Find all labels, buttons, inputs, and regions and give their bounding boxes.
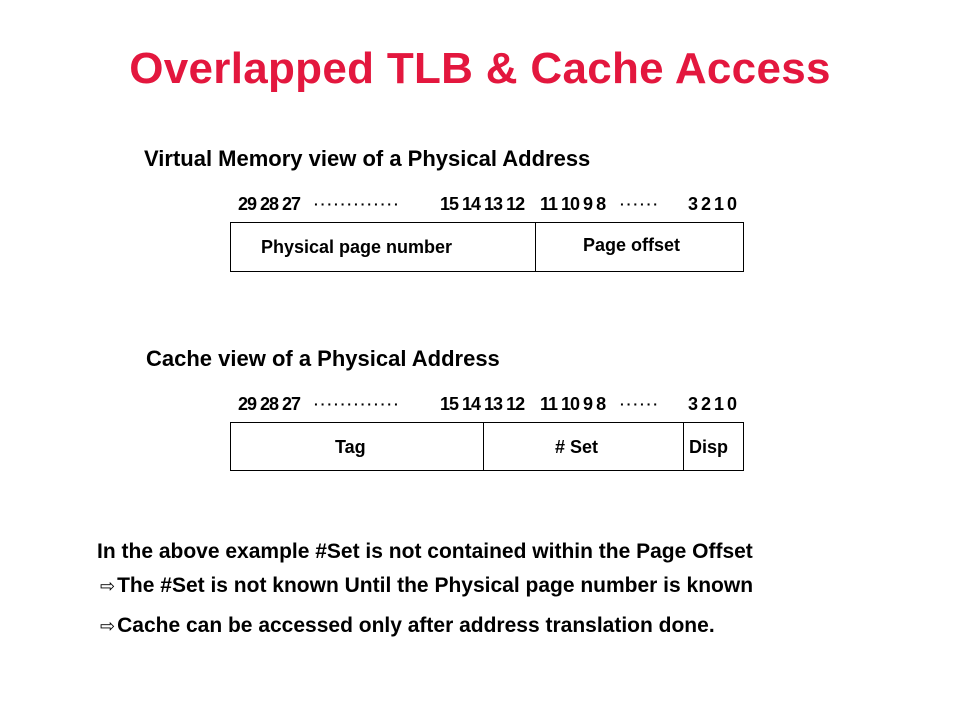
slide-title: Overlapped TLB & Cache Access — [129, 44, 831, 93]
note-line-1: In the above example #Set is not contained within the Page Offset — [97, 540, 753, 563]
cache-set-disp-divider — [683, 423, 684, 470]
note-line-3-text: Cache can be accessed only after address translation done. — [117, 614, 715, 637]
cache-dots-left: ············· — [314, 396, 401, 412]
virtual-bits-low-left: 11 10 9 8 — [540, 194, 606, 214]
virtual-address-box — [230, 222, 744, 272]
right-arrow-icon: ⇨ — [100, 616, 116, 636]
right-arrow-icon: ⇨ — [100, 576, 116, 596]
cache-bits-low-left: 11 10 9 8 — [540, 394, 606, 414]
note-line-2 — [100, 574, 753, 598]
virtual-bits-low-right: 3 2 1 0 — [688, 194, 737, 214]
virtual-bits-high: 29 28 27 — [238, 194, 301, 214]
tag-field: Tag — [335, 437, 366, 457]
virtual-dots-left: ············· — [314, 196, 401, 212]
note-line-3 — [100, 614, 715, 638]
virtual-field-divider — [535, 223, 536, 271]
physical-page-number-field: Physical page number — [261, 237, 453, 257]
virtual-view-heading: Virtual Memory view of a Physical Address — [144, 146, 591, 171]
page-offset-field: Page offset — [583, 235, 681, 255]
cache-bits-mid: 15 14 13 12 — [440, 394, 525, 414]
cache-bits-low-right: 3 2 1 0 — [688, 394, 737, 414]
virtual-bits-mid: 15 14 13 12 — [440, 194, 525, 214]
set-field: # Set — [555, 437, 599, 457]
disp-field: Disp — [689, 437, 729, 457]
cache-view-heading: Cache view of a Physical Address — [146, 346, 500, 371]
virtual-dots-right: ······ — [620, 196, 660, 212]
cache-address-box — [230, 422, 744, 471]
cache-bits-high: 29 28 27 — [238, 394, 301, 414]
cache-dots-right: ······ — [620, 396, 660, 412]
cache-tag-set-divider — [483, 423, 484, 470]
note-line-2-text: The #Set is not known Until the Physical page number is known — [117, 574, 754, 597]
